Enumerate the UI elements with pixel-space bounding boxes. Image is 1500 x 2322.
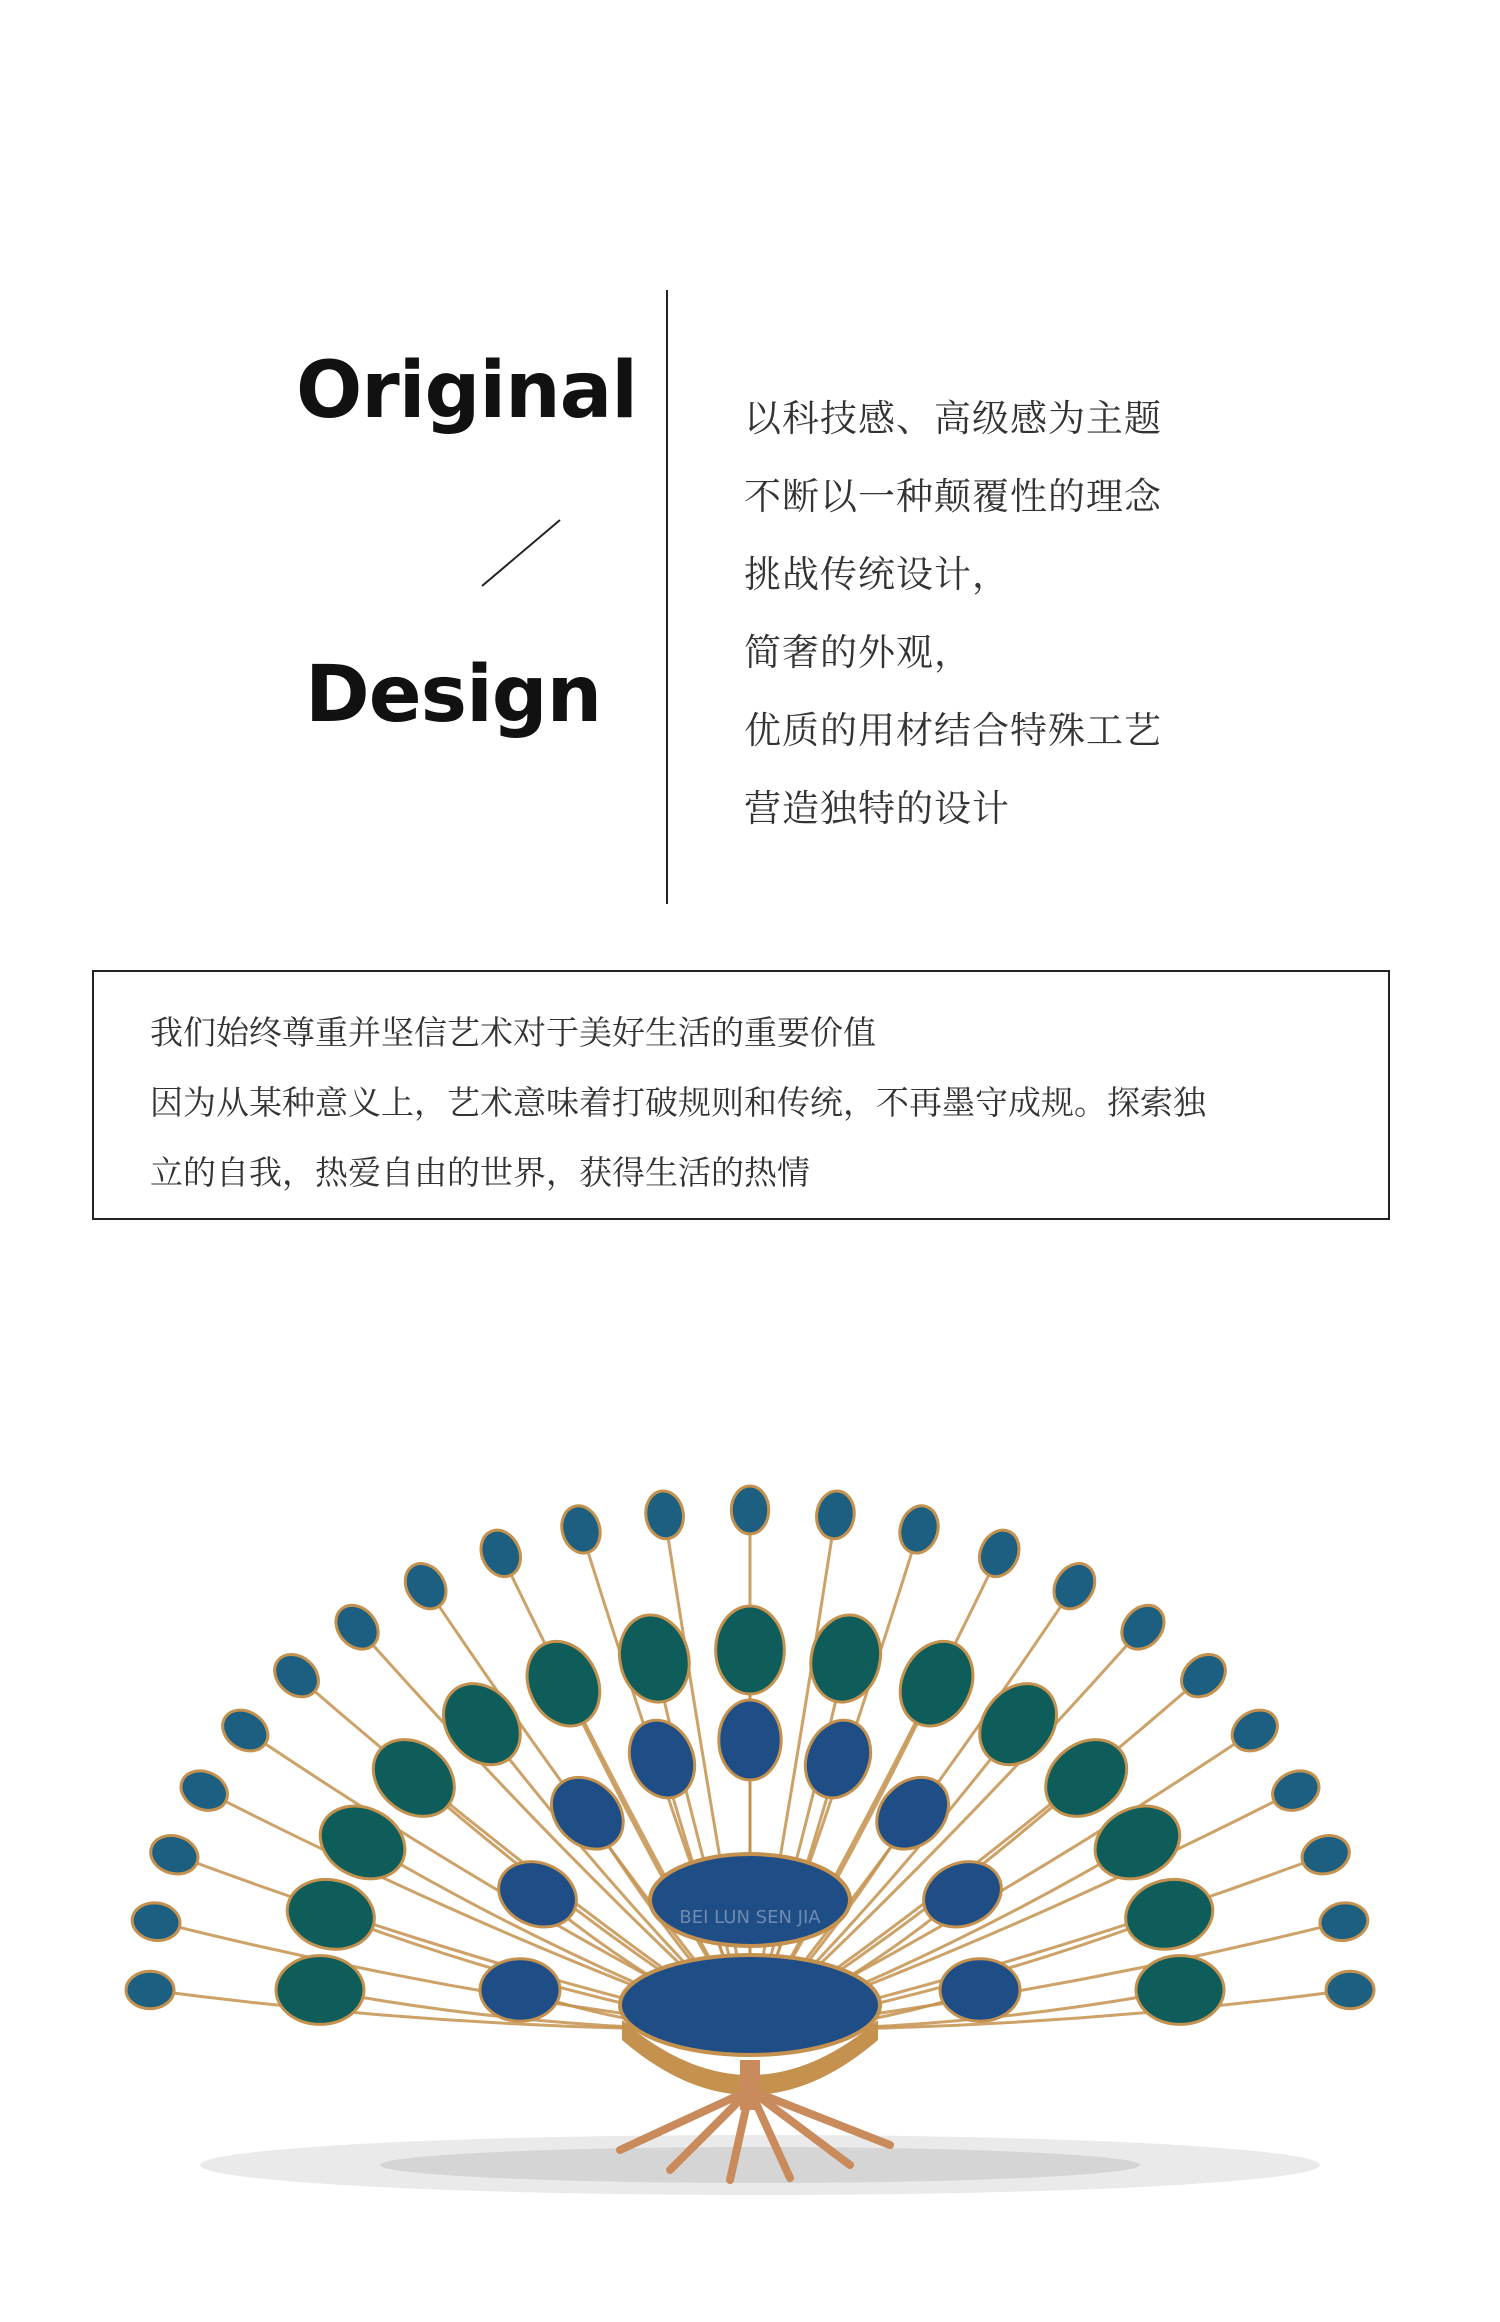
feather <box>1326 1971 1374 2008</box>
feather <box>813 1488 857 1541</box>
feather <box>1119 1871 1220 1958</box>
slash-divider <box>480 518 562 588</box>
slogan-line: 营造独特的设计 <box>744 787 1010 830</box>
heading-design: Design <box>305 650 602 740</box>
feather <box>618 1710 706 1808</box>
feather <box>1297 1830 1354 1879</box>
feather <box>474 1524 528 1583</box>
feather <box>489 1850 587 1938</box>
feather <box>914 1850 1012 1938</box>
vertical-divider <box>666 290 668 904</box>
feather <box>731 1486 768 1534</box>
feather <box>1224 1702 1285 1759</box>
feather <box>276 1956 364 2025</box>
floor-shadow-core <box>380 2147 1140 2183</box>
chair-shadow <box>200 2135 1320 2195</box>
slogan-block <box>744 380 1162 848</box>
feather <box>215 1702 276 1759</box>
feather <box>972 1524 1026 1583</box>
feather <box>894 1501 943 1558</box>
quote-line: 我们始终尊重并坚信艺术对于美好生活的重要价值 <box>150 1013 876 1052</box>
feather <box>716 1606 785 1694</box>
slogan-line: 以科技感、高级感为主题 <box>744 397 1162 440</box>
feather <box>146 1830 203 1879</box>
feather <box>794 1710 882 1808</box>
peacock-chair-image <box>0 1430 1500 2230</box>
feather <box>1046 1556 1103 1617</box>
quote-line: 因为从某种意义上，艺术意味着打破规则和传统，不再墨守成规。探索独 <box>150 1083 1206 1122</box>
slogan-line: 优质的用材结合特殊工艺 <box>744 709 1162 752</box>
quote-box <box>92 970 1390 1220</box>
slogan-line: 挑战传统设计， <box>744 553 1010 596</box>
feather <box>802 1608 889 1709</box>
feather <box>175 1764 234 1818</box>
feather <box>480 1959 560 2021</box>
chair-pedestal <box>740 2060 760 2110</box>
feather <box>611 1608 698 1709</box>
feather <box>643 1488 687 1541</box>
feather <box>556 1501 605 1558</box>
feather <box>280 1871 381 1958</box>
feather <box>1173 1646 1234 1706</box>
feather <box>1266 1764 1325 1818</box>
feather <box>1136 1956 1224 2025</box>
feather <box>266 1646 327 1706</box>
watermark-text: BEI LUN SEN JIA <box>679 1907 821 1928</box>
slogan-line: 不断以一种颠覆性的理念 <box>744 475 1162 518</box>
chair-seat <box>620 1854 890 2180</box>
feather <box>940 1959 1020 2021</box>
quote-line: 立的自我，热爱自由的世界，获得生活的热情 <box>150 1153 810 1192</box>
feather <box>862 1763 963 1864</box>
chair-cushion <box>620 1955 880 2055</box>
chair-backrest <box>650 1854 850 1946</box>
feather <box>397 1556 454 1617</box>
feather <box>513 1629 613 1738</box>
heading-original: Original <box>296 346 637 436</box>
feather <box>887 1629 987 1738</box>
feather <box>1317 1900 1370 1944</box>
slogan-line: 简奢的外观， <box>744 631 972 674</box>
feather <box>537 1763 638 1864</box>
feather <box>126 1971 174 2008</box>
feather <box>719 1700 781 1780</box>
feather <box>130 1900 183 1944</box>
